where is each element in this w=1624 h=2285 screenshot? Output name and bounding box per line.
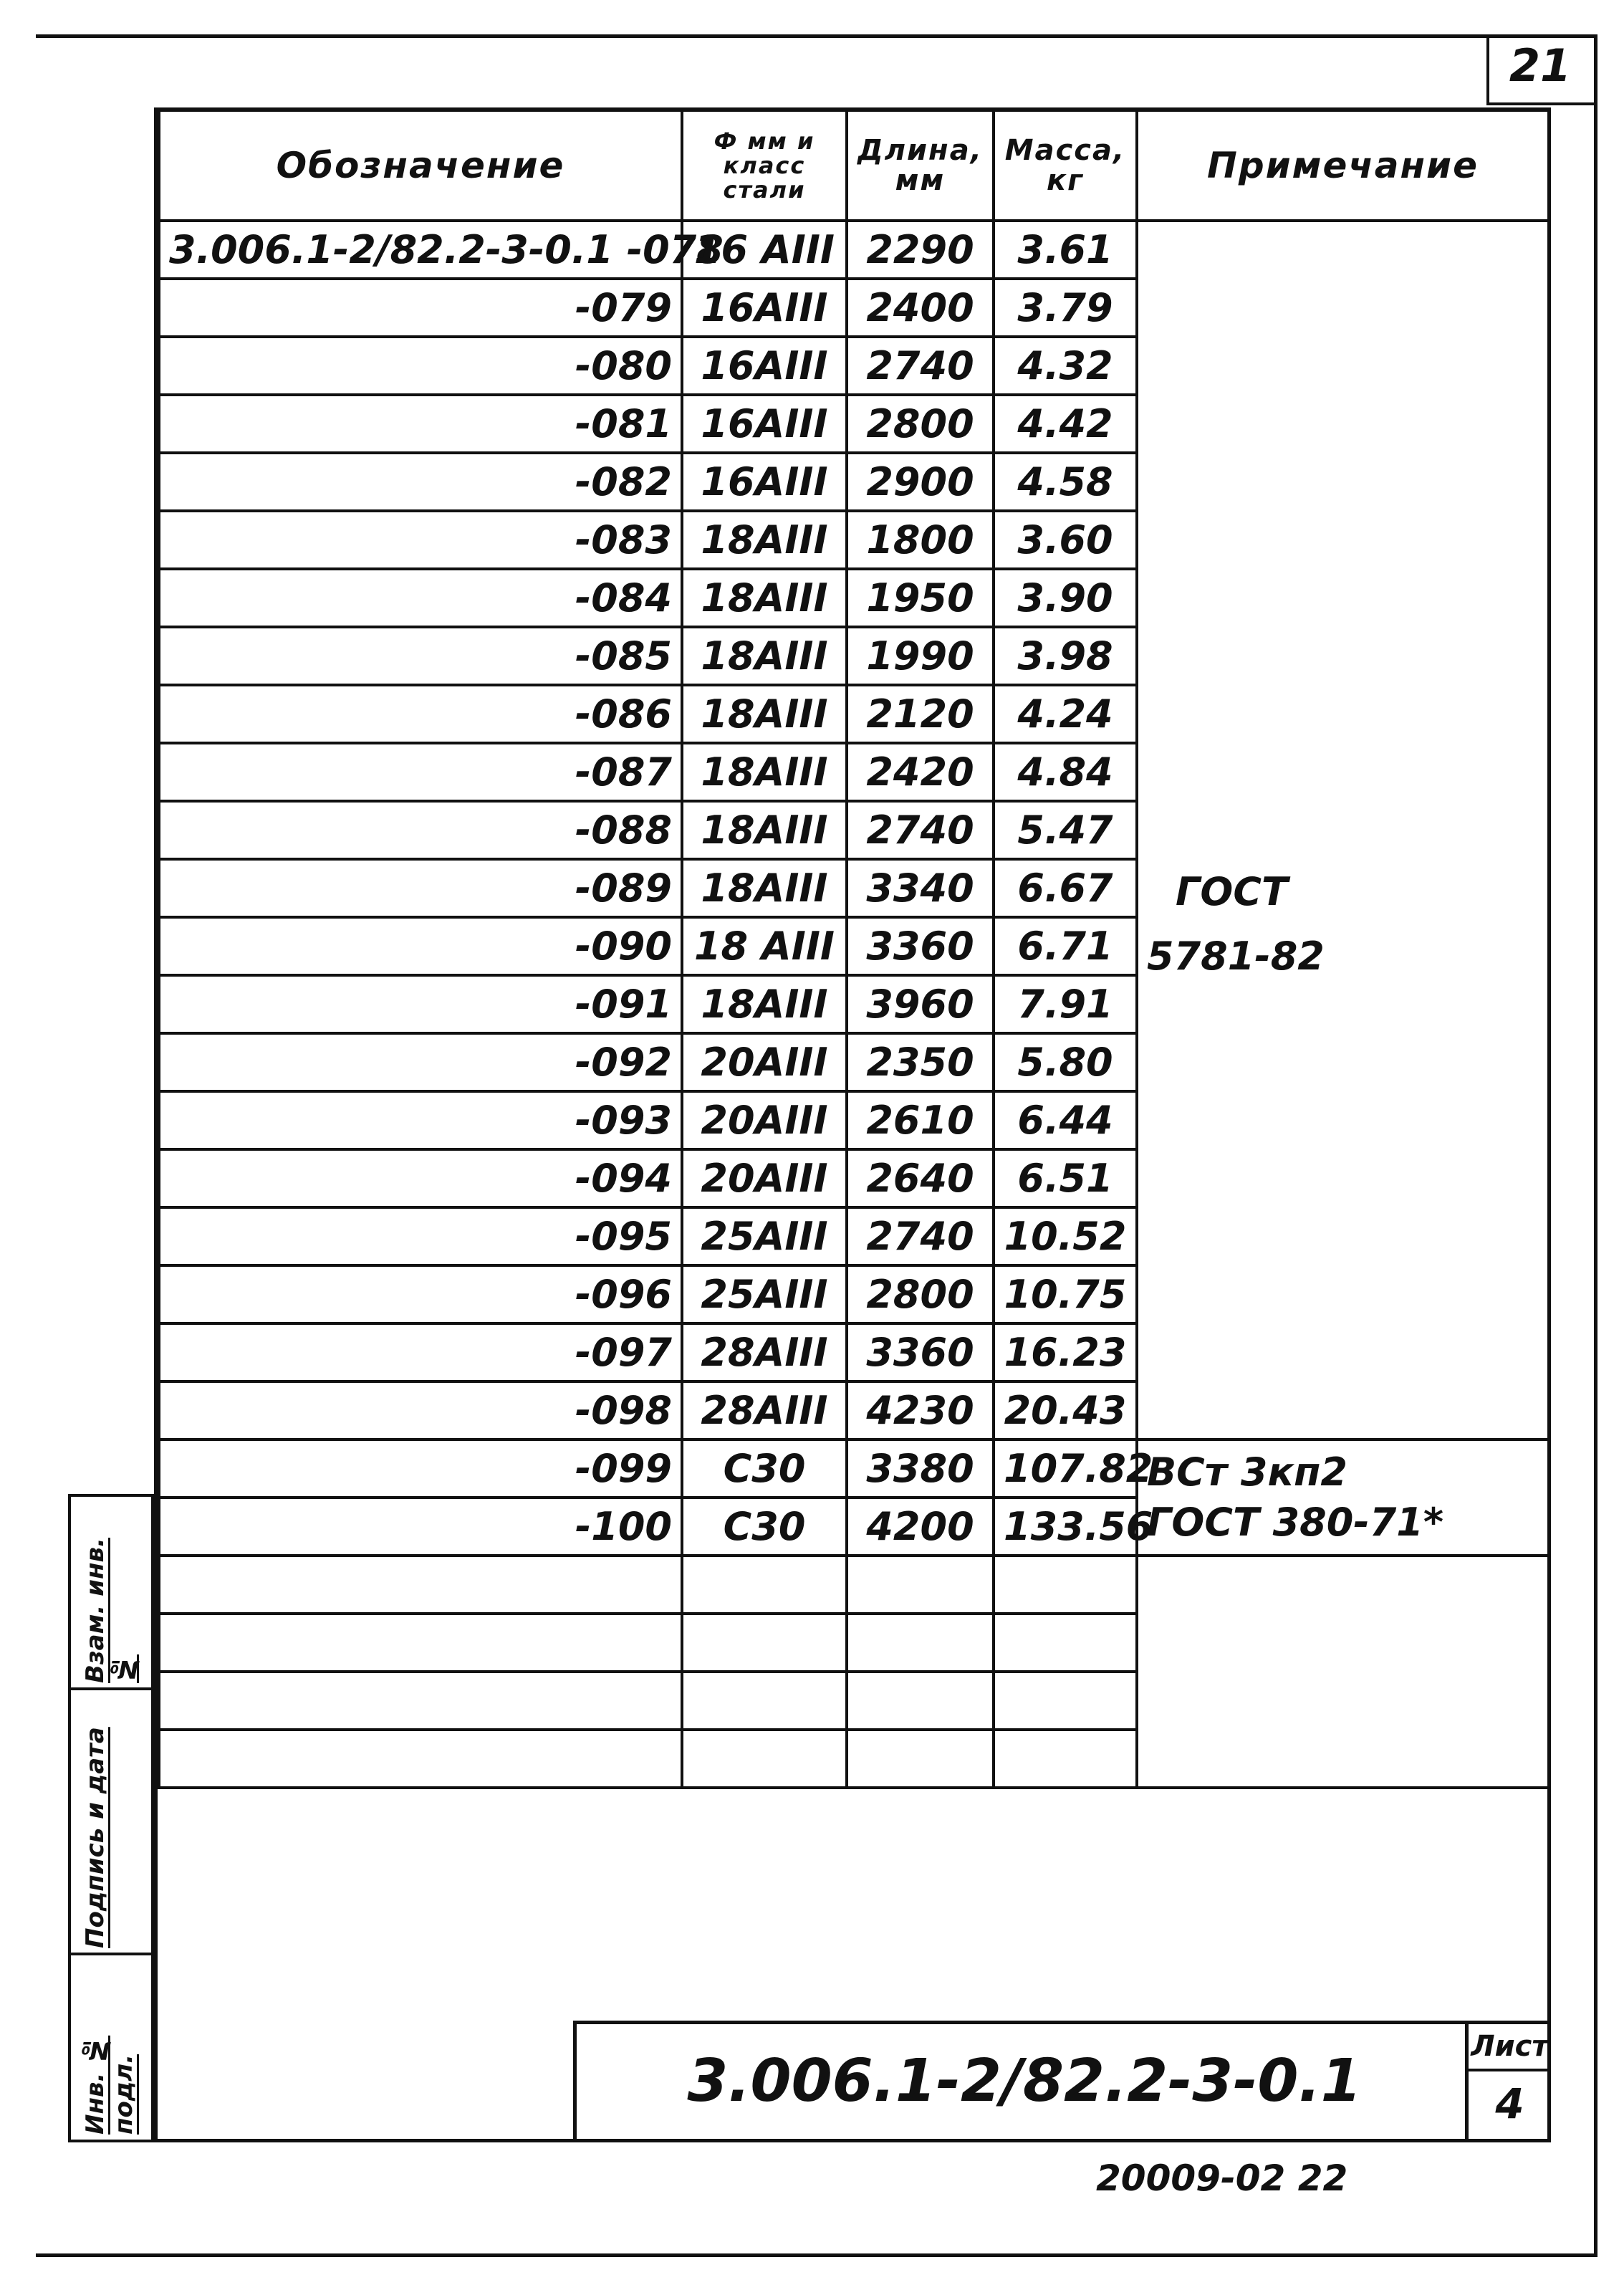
cell-mass: 133.56	[994, 1498, 1137, 1556]
cell-length: 4200	[847, 1498, 994, 1556]
note-cell-empty	[1137, 1556, 1549, 1788]
page-number: 21	[1509, 39, 1572, 92]
right-border-line	[1594, 34, 1597, 2256]
header-mass: Масса, кг	[994, 110, 1137, 221]
cell-length	[847, 1672, 994, 1730]
stamp-inv-orig: Инв. № подл.	[81, 2035, 138, 2135]
cell-mass: 5.47	[994, 801, 1137, 859]
cell-diameter: 16AIII	[682, 337, 847, 395]
table-row	[159, 1439, 1549, 1498]
cell-length: 3360	[847, 1323, 994, 1381]
cell-diameter: 28AIII	[682, 1323, 847, 1381]
cell-mass: 10.52	[994, 1207, 1137, 1265]
cell-designation: -099	[159, 1439, 682, 1498]
cell-mass: 6.44	[994, 1091, 1137, 1149]
cell-mass: 5.80	[994, 1033, 1137, 1091]
cell-mass: 4.42	[994, 395, 1137, 453]
sheet-number: 4	[1495, 2079, 1524, 2128]
cell-diameter: 18AIII	[682, 511, 847, 569]
stamp-cell-inv-orig	[71, 1955, 151, 2142]
cell-designation: -098	[159, 1381, 682, 1439]
sheet-label: Лист	[1469, 2024, 1551, 2071]
cell-diameter: 18AIII	[682, 569, 847, 627]
cell-designation: -097	[159, 1323, 682, 1381]
cell-mass: 4.84	[994, 743, 1137, 801]
cell-diameter: 16AIII	[682, 453, 847, 511]
cell-diameter: 18 AIII	[682, 917, 847, 975]
cell-mass: 6.51	[994, 1149, 1137, 1207]
cell-length: 2800	[847, 395, 994, 453]
cell-length: 2640	[847, 1149, 994, 1207]
cell-length: 2120	[847, 685, 994, 743]
cell-diameter: C30	[682, 1498, 847, 1556]
cell-designation: 3.006.1-2/82.2-3-0.1 -078	[159, 221, 682, 279]
cell-diameter: 28AIII	[682, 1381, 847, 1439]
cell-length: 2350	[847, 1033, 994, 1091]
cell-length: 2400	[847, 279, 994, 337]
cell-diameter: 18AIII	[682, 801, 847, 859]
bottom-border-line	[36, 2253, 1597, 2257]
cell-length: 2290	[847, 221, 994, 279]
table-row	[159, 221, 1549, 279]
header-length: Длина, мм	[847, 110, 994, 221]
cell-mass: 3.61	[994, 221, 1137, 279]
cell-length	[847, 1556, 994, 1614]
cell-designation: -086	[159, 685, 682, 743]
cell-designation: -095	[159, 1207, 682, 1265]
cell-mass	[994, 1730, 1137, 1788]
cell-diameter	[682, 1672, 847, 1730]
cell-designation: -088	[159, 801, 682, 859]
cell-mass	[994, 1614, 1137, 1672]
cell-length: 2740	[847, 801, 994, 859]
cell-mass: 16.23	[994, 1323, 1137, 1381]
cell-length: 2800	[847, 1265, 994, 1323]
cell-mass: 3.98	[994, 627, 1137, 685]
cell-designation: -087	[159, 743, 682, 801]
cell-length: 3340	[847, 859, 994, 917]
cell-designation: -085	[159, 627, 682, 685]
cell-length: 1990	[847, 627, 994, 685]
cell-designation: -079	[159, 279, 682, 337]
title-block	[573, 2021, 1551, 2142]
cell-diameter	[682, 1614, 847, 1672]
cell-diameter: 20AIII	[682, 1091, 847, 1149]
cell-diameter: 18AIII	[682, 975, 847, 1033]
document-code: 3.006.1-2/82.2-3-0.1	[687, 2047, 1362, 2115]
cell-mass	[994, 1672, 1137, 1730]
header-designation: Обозначение	[159, 110, 682, 221]
cell-designation	[159, 1614, 682, 1672]
cell-length: 4230	[847, 1381, 994, 1439]
side-stamp	[68, 1494, 154, 2142]
cell-mass: 7.91	[994, 975, 1137, 1033]
cell-designation: -089	[159, 859, 682, 917]
cell-designation: -090	[159, 917, 682, 975]
cell-diameter: C30	[682, 1439, 847, 1498]
note-gost-label: ГОСТ	[1176, 869, 1288, 914]
specification-table	[158, 109, 1550, 1789]
cell-diameter	[682, 1730, 847, 1788]
cell-designation: -100	[159, 1498, 682, 1556]
cell-length: 3360	[847, 917, 994, 975]
top-border-line	[36, 34, 1597, 38]
cell-length	[847, 1730, 994, 1788]
cell-length: 2740	[847, 1207, 994, 1265]
header-note: Примечание	[1137, 110, 1549, 221]
sheet-box	[1465, 2024, 1551, 2139]
cell-mass: 107.82	[994, 1439, 1137, 1498]
note-gost-380: ГОСТ 380-71*	[1147, 1500, 1444, 1545]
cell-mass: 10.75	[994, 1265, 1137, 1323]
cell-mass: 3.90	[994, 569, 1137, 627]
cell-designation: -096	[159, 1265, 682, 1323]
cell-diameter: 18AIII	[682, 859, 847, 917]
stamp-cell-replace-inv	[71, 1497, 151, 1690]
cell-diameter: 18AIII	[682, 627, 847, 685]
cell-length: 2740	[847, 337, 994, 395]
cell-mass: 4.24	[994, 685, 1137, 743]
cell-mass: 20.43	[994, 1381, 1137, 1439]
cell-designation: -084	[159, 569, 682, 627]
note-cell-gost-5781	[1137, 221, 1549, 1439]
archive-number: 20009-02 22	[1096, 2157, 1348, 2199]
cell-length: 2900	[847, 453, 994, 511]
stamp-replace-inv: Взам. инв. №	[81, 1538, 138, 1683]
cell-length: 3380	[847, 1439, 994, 1498]
note-cell-gost-380	[1137, 1439, 1549, 1556]
cell-mass	[994, 1556, 1137, 1614]
cell-designation: -091	[159, 975, 682, 1033]
cell-diameter: 25AIII	[682, 1265, 847, 1323]
cell-mass: 6.71	[994, 917, 1137, 975]
cell-designation	[159, 1672, 682, 1730]
cell-mass: 3.60	[994, 511, 1137, 569]
cell-length: 3960	[847, 975, 994, 1033]
cell-designation: -081	[159, 395, 682, 453]
cell-length: 1800	[847, 511, 994, 569]
cell-length: 2420	[847, 743, 994, 801]
cell-mass: 6.67	[994, 859, 1137, 917]
cell-designation: -092	[159, 1033, 682, 1091]
cell-designation: -094	[159, 1149, 682, 1207]
note-steel-grade: ВСт 3кп2	[1147, 1450, 1347, 1495]
cell-mass: 4.58	[994, 453, 1137, 511]
stamp-sign-date: Подпись и дата	[81, 1727, 110, 1948]
cell-diameter	[682, 1556, 847, 1614]
cell-diameter: 16AIII	[682, 395, 847, 453]
table-row-empty	[159, 1556, 1549, 1614]
stamp-cell-sign-date	[71, 1690, 151, 1955]
cell-designation: -083	[159, 511, 682, 569]
table-header-row	[159, 110, 1549, 221]
header-diameter: Ф мм и класс стали	[682, 110, 847, 221]
cell-diameter: 20AIII	[682, 1033, 847, 1091]
cell-mass: 4.32	[994, 337, 1137, 395]
note-gost-number: 5781-82	[1147, 934, 1325, 979]
cell-diameter: 18AIII	[682, 685, 847, 743]
cell-length	[847, 1614, 994, 1672]
cell-designation: -080	[159, 337, 682, 395]
cell-length: 2610	[847, 1091, 994, 1149]
cell-length: 1950	[847, 569, 994, 627]
cell-designation: -082	[159, 453, 682, 511]
cell-diameter: 20AIII	[682, 1149, 847, 1207]
cell-designation	[159, 1556, 682, 1614]
cell-diameter: 25AIII	[682, 1207, 847, 1265]
cell-diameter: 18AIII	[682, 743, 847, 801]
cell-mass: 3.79	[994, 279, 1137, 337]
cell-diameter: 16 AIII	[682, 221, 847, 279]
cell-designation	[159, 1730, 682, 1788]
cell-designation: -093	[159, 1091, 682, 1149]
cell-diameter: 16AIII	[682, 279, 847, 337]
